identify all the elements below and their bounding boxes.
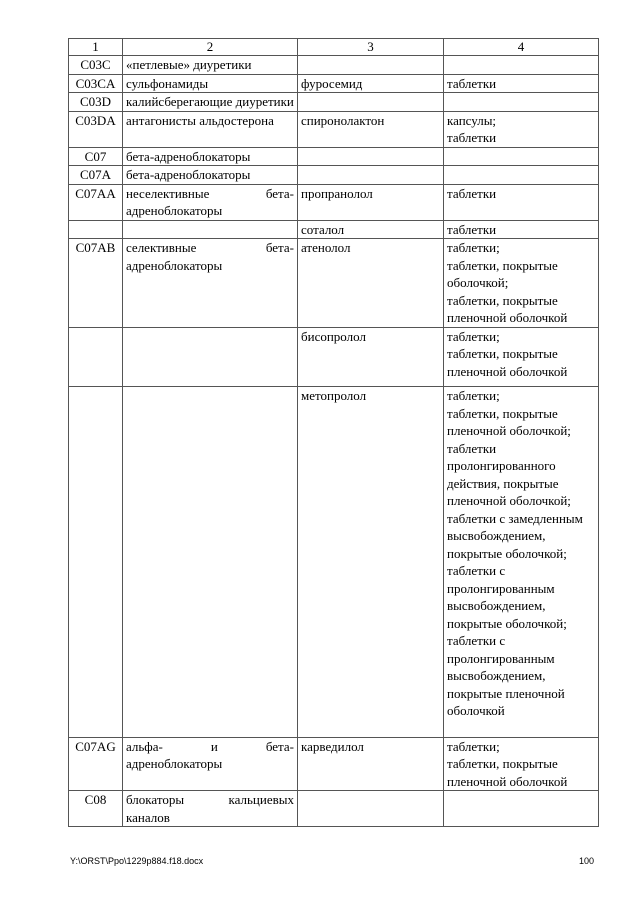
- drug-cell: бисопролол: [298, 327, 444, 387]
- group-cell: сульфонамиды: [123, 74, 298, 93]
- form-line: таблетки с пролонгированным высвобождением, покрытые пленочной оболочкой: [447, 633, 565, 718]
- form-line: таблетки;: [447, 240, 500, 255]
- column-header: 3: [298, 39, 444, 56]
- column-header: 4: [444, 39, 599, 56]
- group-cell: селективные бета-адреноблокаторы: [123, 239, 298, 328]
- form-cell: [444, 791, 599, 827]
- form-line: таблетки, покрытые пленочной оболочкой: [447, 292, 568, 325]
- table-row: [69, 387, 599, 738]
- group-cell: бета-адреноблокаторы: [123, 166, 298, 185]
- form-cell: [444, 327, 599, 387]
- table-row: [69, 220, 599, 239]
- drug-cell: метопролол: [298, 387, 444, 738]
- atc-code-cell: C07AA: [69, 184, 123, 220]
- atc-code-cell: [69, 327, 123, 387]
- form-line: таблетки, покрытые пленочной оболочкой;: [447, 405, 571, 438]
- atc-code-cell: C08: [69, 791, 123, 827]
- form-line: таблетки;: [447, 738, 500, 754]
- drug-cell: [298, 791, 444, 827]
- drug-cell: спиронолактон: [298, 111, 444, 147]
- atc-code-cell: C07A: [69, 166, 123, 185]
- table-row: [69, 56, 599, 75]
- table-row: [69, 791, 599, 827]
- group-cell: «петлевые» диуретики: [123, 56, 298, 75]
- form-cell: [444, 239, 599, 328]
- atc-code-cell: C07AB: [69, 239, 123, 328]
- drug-cell: [298, 93, 444, 112]
- group-cell: [123, 220, 298, 239]
- group-cell: [123, 327, 298, 387]
- table-row: [69, 147, 599, 166]
- form-line: таблетки, покрытые пленочной оболочкой: [447, 346, 568, 379]
- form-cell: [444, 737, 599, 791]
- drug-cell: пропранолол: [298, 184, 444, 220]
- table-row: [69, 737, 599, 791]
- form-line: таблетки;: [447, 388, 500, 403]
- table-row: [69, 93, 599, 112]
- form-line: таблетки;: [447, 328, 500, 344]
- form-line: таблетки пролонгированного действия, покрытые пленочной оболочкой;: [447, 440, 571, 508]
- group-cell: [123, 387, 298, 738]
- group-cell: бета-адреноблокаторы: [123, 147, 298, 166]
- form-cell: [444, 111, 599, 147]
- footer-file-path: Y:\ORST\Ppo\1229p884.f18.docx: [70, 856, 204, 866]
- atc-code-cell: C03DA: [69, 111, 123, 147]
- drug-cell: фуросемид: [298, 74, 444, 93]
- form-line: таблетки, покрытые пленочной оболочкой: [447, 756, 568, 789]
- column-header: 2: [123, 39, 298, 56]
- drug-cell: [298, 166, 444, 185]
- drug-cell: [298, 56, 444, 75]
- drug-classification-table: [68, 38, 599, 827]
- form-cell: [444, 93, 599, 112]
- table-row: [69, 74, 599, 93]
- form-cell: [444, 184, 599, 220]
- drug-cell: [298, 147, 444, 166]
- form-cell: [444, 387, 599, 738]
- table-row: [69, 166, 599, 185]
- form-line: таблетки с пролонгированным высвобождением, покрытые оболочкой;: [447, 563, 567, 631]
- group-cell: антагонисты альдостерона: [123, 111, 298, 147]
- drug-cell: атенолол: [298, 239, 444, 328]
- group-cell: альфа- и бета-адреноблокаторы: [123, 737, 298, 791]
- group-cell: неселективные бета-адреноблокаторы: [123, 184, 298, 220]
- atc-code-cell: C07: [69, 147, 123, 166]
- form-cell: [444, 147, 599, 166]
- form-line: таблетки: [447, 75, 497, 91]
- form-cell: [444, 220, 599, 239]
- table-header-row: [69, 39, 599, 56]
- table-row: [69, 184, 599, 220]
- form-line: таблетки: [447, 185, 497, 201]
- group-cell: калийсберегающие диуретики: [123, 93, 298, 112]
- form-cell: [444, 74, 599, 93]
- form-cell: [444, 56, 599, 75]
- column-header: 1: [69, 39, 123, 56]
- atc-code-cell: [69, 387, 123, 738]
- form-line: таблетки: [447, 221, 497, 237]
- table-row: [69, 327, 599, 387]
- form-line: капсулы;: [447, 112, 497, 128]
- drug-cell: соталол: [298, 220, 444, 239]
- form-cell: [444, 166, 599, 185]
- form-line: таблетки с замедленным высвобождением, покрытые оболочкой;: [447, 510, 583, 561]
- atc-code-cell: C03C: [69, 56, 123, 75]
- page-number: 100: [578, 856, 594, 866]
- atc-code-cell: C03D: [69, 93, 123, 112]
- table-row: [69, 239, 599, 328]
- atc-code-cell: [69, 220, 123, 239]
- form-line: таблетки, покрытые оболочкой;: [447, 257, 558, 290]
- atc-code-cell: C07AG: [69, 737, 123, 791]
- group-cell: блокаторы кальциевых каналов: [123, 791, 298, 827]
- form-line: таблетки: [447, 130, 497, 145]
- table-row: [69, 111, 599, 147]
- atc-code-cell: C03CA: [69, 74, 123, 93]
- drug-cell: карведилол: [298, 737, 444, 791]
